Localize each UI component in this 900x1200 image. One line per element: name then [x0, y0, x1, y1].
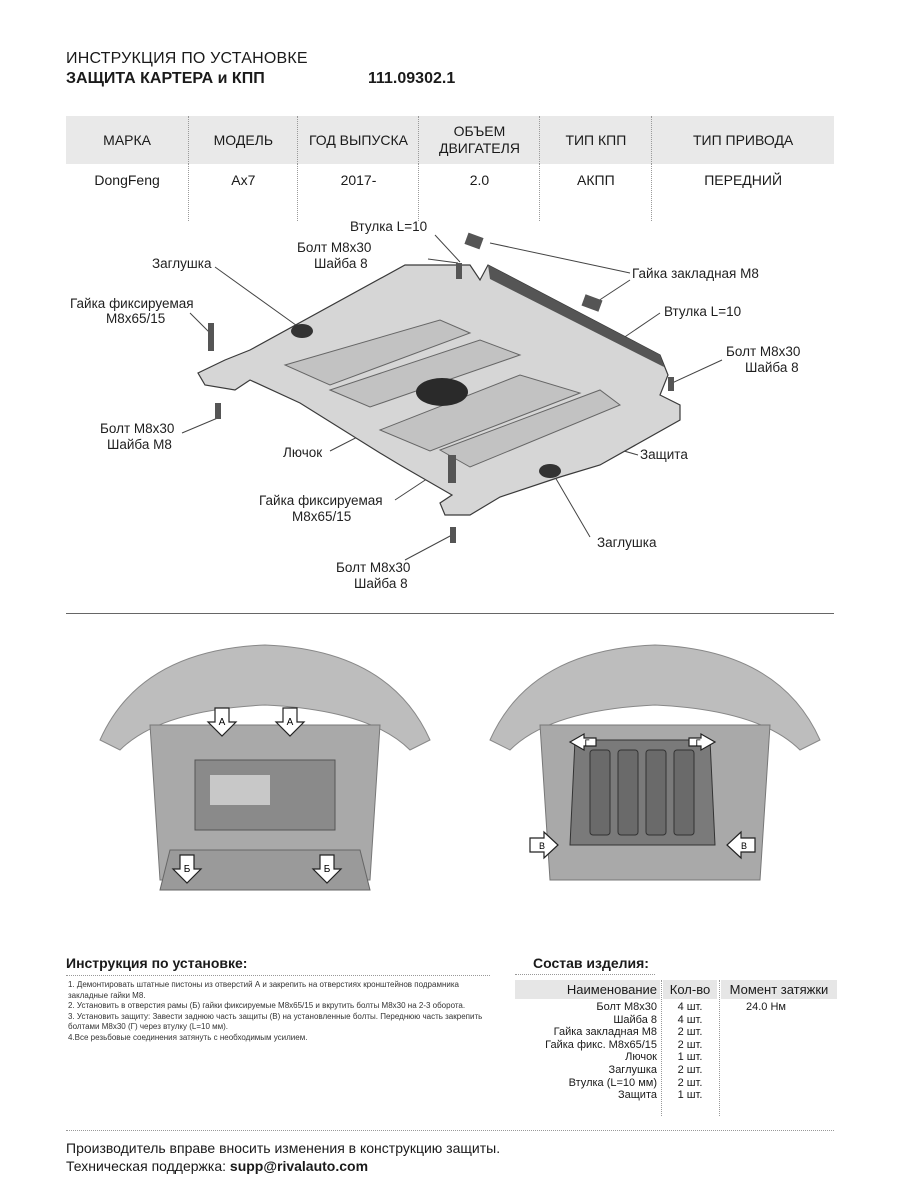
label-bolt-left: Болт М8х30: [100, 421, 175, 436]
composition-qty-5: 2 шт.: [677, 1063, 703, 1076]
composition-qty-3: 2 шт.: [677, 1038, 703, 1051]
instruction-step-1: 1. Демонтировать штатные пистоны из отверстий А и закрепить на отверстиях кронштейнов подрамника закладные гайки М8.: [68, 980, 459, 1000]
support-label: Техническая поддержка:: [66, 1158, 227, 1174]
spec-value-gearbox: АКПП: [540, 164, 652, 221]
label-fixed-nut-mid-size: М8х65/15: [292, 509, 352, 524]
label-washer-top: Шайба 8: [314, 256, 368, 271]
article-number: 111.09302.1: [368, 70, 456, 87]
document-title: ИНСТРУКЦИЯ ПО УСТАНОВКЕ: [66, 50, 308, 67]
composition-qty-6: 2 шт.: [677, 1076, 703, 1089]
spec-value-drive: ПЕРЕДНИЙ: [652, 164, 834, 221]
spec-header-brand: МАРКА: [66, 116, 189, 164]
label-plug-bottom: Заглушка: [597, 535, 657, 550]
spec-header-gearbox: ТИП КПП: [540, 116, 652, 164]
instructions-text: [68, 980, 488, 1043]
composition-name-3: Гайка фикс. М8х65/15: [545, 1038, 657, 1051]
mark-g-left: Г: [584, 738, 590, 748]
instruction-step-3: 3. Установить защиту: Завести заднюю часть защиты (В) на установленные болты. Переднюю часть закрепить болтами М8х30 (Г) через втулку (L=10 мм).: [68, 1011, 483, 1031]
spec-value-brand: DongFeng: [94, 172, 160, 188]
composition-name-2: Гайка закладная М8: [553, 1026, 657, 1039]
product-name: ЗАЩИТА КАРТЕРА и КПП: [66, 70, 265, 87]
composition-title-rule: [515, 974, 655, 976]
composition-name-5: Заглушка: [608, 1063, 657, 1076]
label-fixed-nut-left: Гайка фиксируемая: [70, 296, 194, 311]
spec-header-model: МОДЕЛЬ: [189, 116, 298, 164]
spec-value-engine: 2.0: [419, 164, 540, 221]
mark-b-right: Б: [323, 864, 331, 875]
spec-table-value-row: [66, 164, 834, 221]
composition-name-1: Шайба 8: [613, 1013, 657, 1026]
composition-name-6: Втулка (L=10 мм): [568, 1076, 657, 1089]
instructions-title: Инструкция по установке:: [66, 955, 248, 971]
spec-value-model: Ax7: [189, 164, 298, 221]
label-hatch: Лючок: [283, 445, 323, 460]
label-plug-top: Заглушка: [152, 256, 212, 271]
composition-header-qty: Кол-во: [663, 980, 717, 999]
label-washer-bottom: Шайба 8: [354, 576, 408, 591]
photo-before-install: [80, 630, 450, 910]
exploded-diagram: [0, 215, 900, 605]
hatch-cover-shape: [416, 378, 468, 406]
composition-qty-0: 4 шт.: [677, 1001, 703, 1013]
spec-table-header-row: [66, 116, 834, 164]
label-bolt-bottom: Болт М8х30: [336, 560, 411, 575]
composition-quantities: [663, 1001, 717, 1102]
composition-torque-value: 24.0 Нм: [746, 1001, 786, 1013]
label-fixed-nut-mid: Гайка фиксируемая: [259, 493, 383, 508]
label-washer-left: Шайба М8: [107, 437, 172, 452]
plug-bottom-shape: [539, 464, 561, 478]
plug-top-shape: [291, 324, 313, 338]
instruction-step-4: 4.Все резьбовые соединения затянуть с необходимым усилием.: [68, 1032, 308, 1042]
label-bushing-top: Втулка L=10: [350, 219, 428, 234]
mark-a-left: А: [218, 717, 226, 728]
composition-qty-1: 4 шт.: [677, 1013, 703, 1026]
spec-header-year: ГОД ВЫПУСКА: [298, 116, 419, 164]
label-skid-plate: Защита: [640, 447, 688, 462]
footer-rule: [66, 1130, 834, 1132]
composition-qty-7: 1 шт.: [677, 1089, 703, 1102]
composition-header-torque: Момент затяжки: [721, 980, 837, 999]
spec-value-year: 2017-: [298, 164, 419, 221]
label-embedded-nut: Гайка закладная М8: [632, 266, 759, 281]
section-divider: [66, 613, 834, 614]
spec-header-engine: ОБЪЕМ ДВИГАТЕЛЯ: [419, 116, 540, 164]
composition-title: Состав изделия:: [533, 955, 649, 971]
spec-table: [66, 116, 834, 221]
composition-names: [515, 1001, 657, 1102]
spec-header-drive: ТИП ПРИВОДА: [652, 116, 834, 164]
mark-v-right: В: [740, 841, 748, 851]
mark-b-left: Б: [183, 864, 191, 875]
mark-v-left: В: [538, 841, 546, 851]
label-bolt-top: Болт М8х30: [297, 240, 372, 255]
support-email-link[interactable]: supp@rivalauto.com: [229, 1158, 369, 1174]
skid-plate-drawing: [198, 265, 680, 515]
label-washer-right: Шайба 8: [745, 360, 799, 375]
footer-support: [66, 1158, 368, 1174]
label-bolt-right: Болт М8х30: [726, 344, 801, 359]
mark-a-right: А: [286, 717, 294, 728]
photo-after-install: [470, 630, 840, 910]
instruction-step-2: 2. Установить в отверстия рамы (Б) гайки фиксируемые М8х65/15 и вкрутить болты М8х30 на 2-3 оборота.: [68, 1001, 466, 1010]
composition-qty-2: 2 шт.: [677, 1026, 703, 1039]
label-fixed-nut-left-size: М8х65/15: [106, 311, 166, 326]
composition-name-4: Лючок: [625, 1051, 657, 1064]
composition-name-7: Защита: [618, 1089, 657, 1102]
composition-header-name: Наименование: [515, 980, 660, 999]
composition-name-0: Болт М8х30: [596, 1001, 657, 1013]
composition-qty-4: 1 шт.: [677, 1051, 703, 1064]
label-bushing-right: Втулка L=10: [664, 304, 742, 319]
mark-g-right: Г: [695, 738, 701, 748]
footer-disclaimer: Производитель вправе вносить изменения в конструкцию защиты.: [66, 1140, 501, 1156]
